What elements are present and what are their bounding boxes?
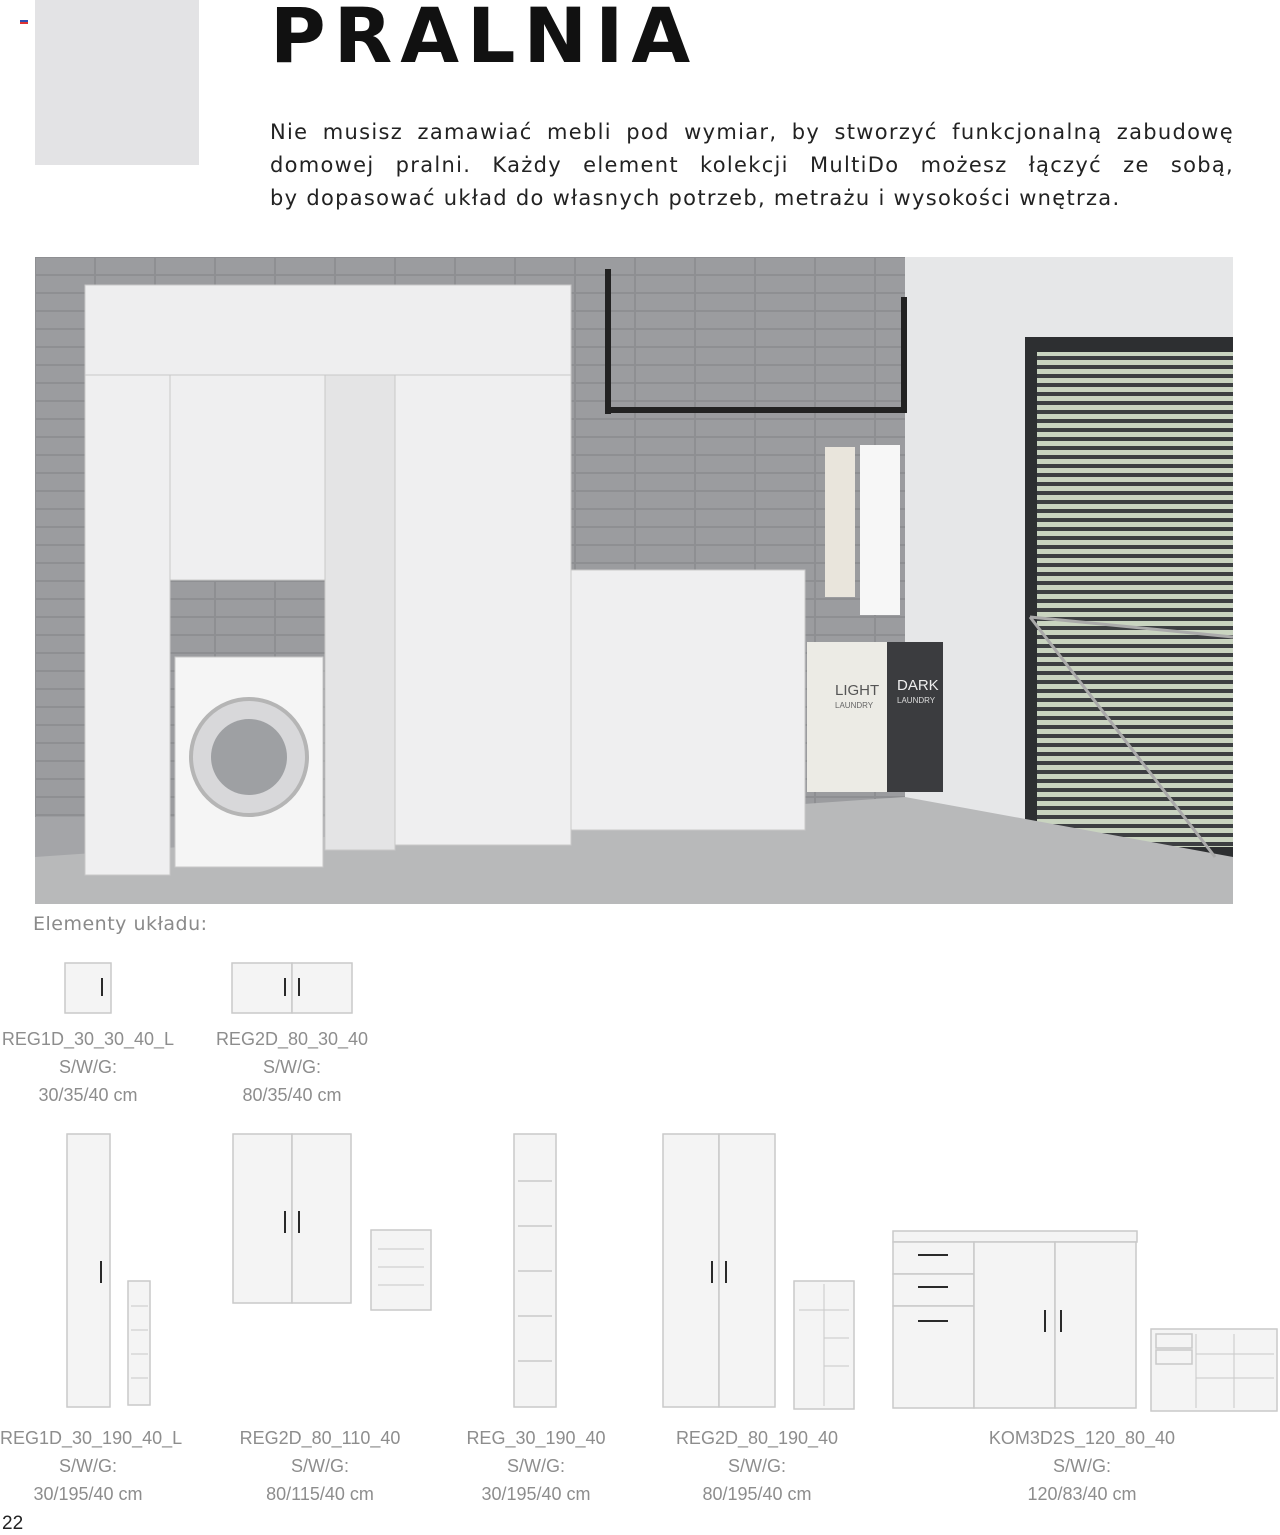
product-reg2d-80-110-image	[232, 1133, 352, 1305]
intro-line: Nie musisz zamawiać mebli pod wymiar, by stworzyć funkcjonalną zabudowę	[270, 120, 1234, 144]
product-reg1d-30-30-image	[64, 962, 112, 1014]
product-caption	[667, 1424, 847, 1508]
product-code: KOM3D2S_120_80_40	[988, 1428, 1176, 1448]
product-dims: 120/83/40 cm	[1027, 1484, 1137, 1504]
product-reg1d-30-190-open-image	[127, 1280, 151, 1406]
product-code: REG1D_30_30_40_L	[1, 1029, 175, 1049]
product-caption	[446, 1424, 626, 1508]
product-dims-label: S/W/G:	[507, 1456, 565, 1476]
product-code: REG_30_190_40	[466, 1428, 606, 1448]
product-dims: 80/115/40 cm	[266, 1484, 374, 1504]
flag-icon	[20, 20, 28, 26]
product-dims: 30/195/40 cm	[481, 1484, 591, 1504]
product-dims: 80/195/40 cm	[702, 1484, 812, 1504]
intro-line: by dopasować układ do własnych potrzeb, metrażu i wysokości wnętrza.	[270, 186, 1121, 210]
product-reg1d-30-190-image	[66, 1133, 112, 1409]
product-reg2d-80-190-open-image	[793, 1280, 855, 1410]
intro-line: domowej pralni. Każdy element kolekcji MultiDo możesz łączyć ze sobą,	[270, 153, 1234, 177]
product-code: REG1D_30_190_40_L	[0, 1428, 183, 1448]
laundry-room-illustration	[35, 257, 1233, 904]
laundry-room-photo	[35, 257, 1233, 904]
product-reg2d-80-190-image	[662, 1133, 776, 1409]
product-code: REG2D_80_190_40	[675, 1428, 839, 1448]
light-laundry-sub: LAUNDRY	[835, 701, 874, 710]
page-number: 22	[2, 1513, 24, 1534]
page-title: PRALNIA	[270, 0, 699, 80]
light-laundry-label: LIGHT	[835, 682, 880, 699]
product-dims-label: S/W/G:	[1053, 1456, 1111, 1476]
product-caption	[0, 1424, 183, 1508]
thumbnail-placeholder	[35, 0, 199, 165]
product-caption	[230, 1424, 410, 1508]
product-dims: 30/35/40 cm	[38, 1085, 138, 1105]
product-code: REG2D_80_110_40	[239, 1428, 401, 1448]
elements-label: Elementy układu:	[33, 913, 208, 935]
product-dims-label: S/W/G:	[263, 1057, 321, 1077]
dark-laundry-sub: LAUNDRY	[897, 696, 936, 705]
product-dims: 30/195/40 cm	[33, 1484, 143, 1504]
product-dims-label: S/W/G:	[59, 1456, 117, 1476]
intro-paragraph	[270, 116, 1234, 215]
product-dims-label: S/W/G:	[728, 1456, 786, 1476]
product-caption	[0, 1025, 176, 1109]
product-caption	[972, 1424, 1192, 1508]
product-dims: 80/35/40 cm	[242, 1085, 342, 1105]
product-dims-label: S/W/G:	[291, 1456, 349, 1476]
product-kom3d2s-120-80-image	[892, 1230, 1138, 1410]
product-reg2d-80-110-open-image	[370, 1229, 432, 1311]
product-dims-label: S/W/G:	[59, 1057, 117, 1077]
product-reg2d-80-30-image	[231, 962, 353, 1014]
dark-laundry-label: DARK	[897, 677, 939, 694]
product-kom3d2s-120-80-open-image	[1150, 1328, 1280, 1412]
product-code: REG2D_80_30_40	[215, 1029, 369, 1049]
product-caption	[204, 1025, 380, 1109]
product-reg-30-190-image	[513, 1133, 557, 1409]
